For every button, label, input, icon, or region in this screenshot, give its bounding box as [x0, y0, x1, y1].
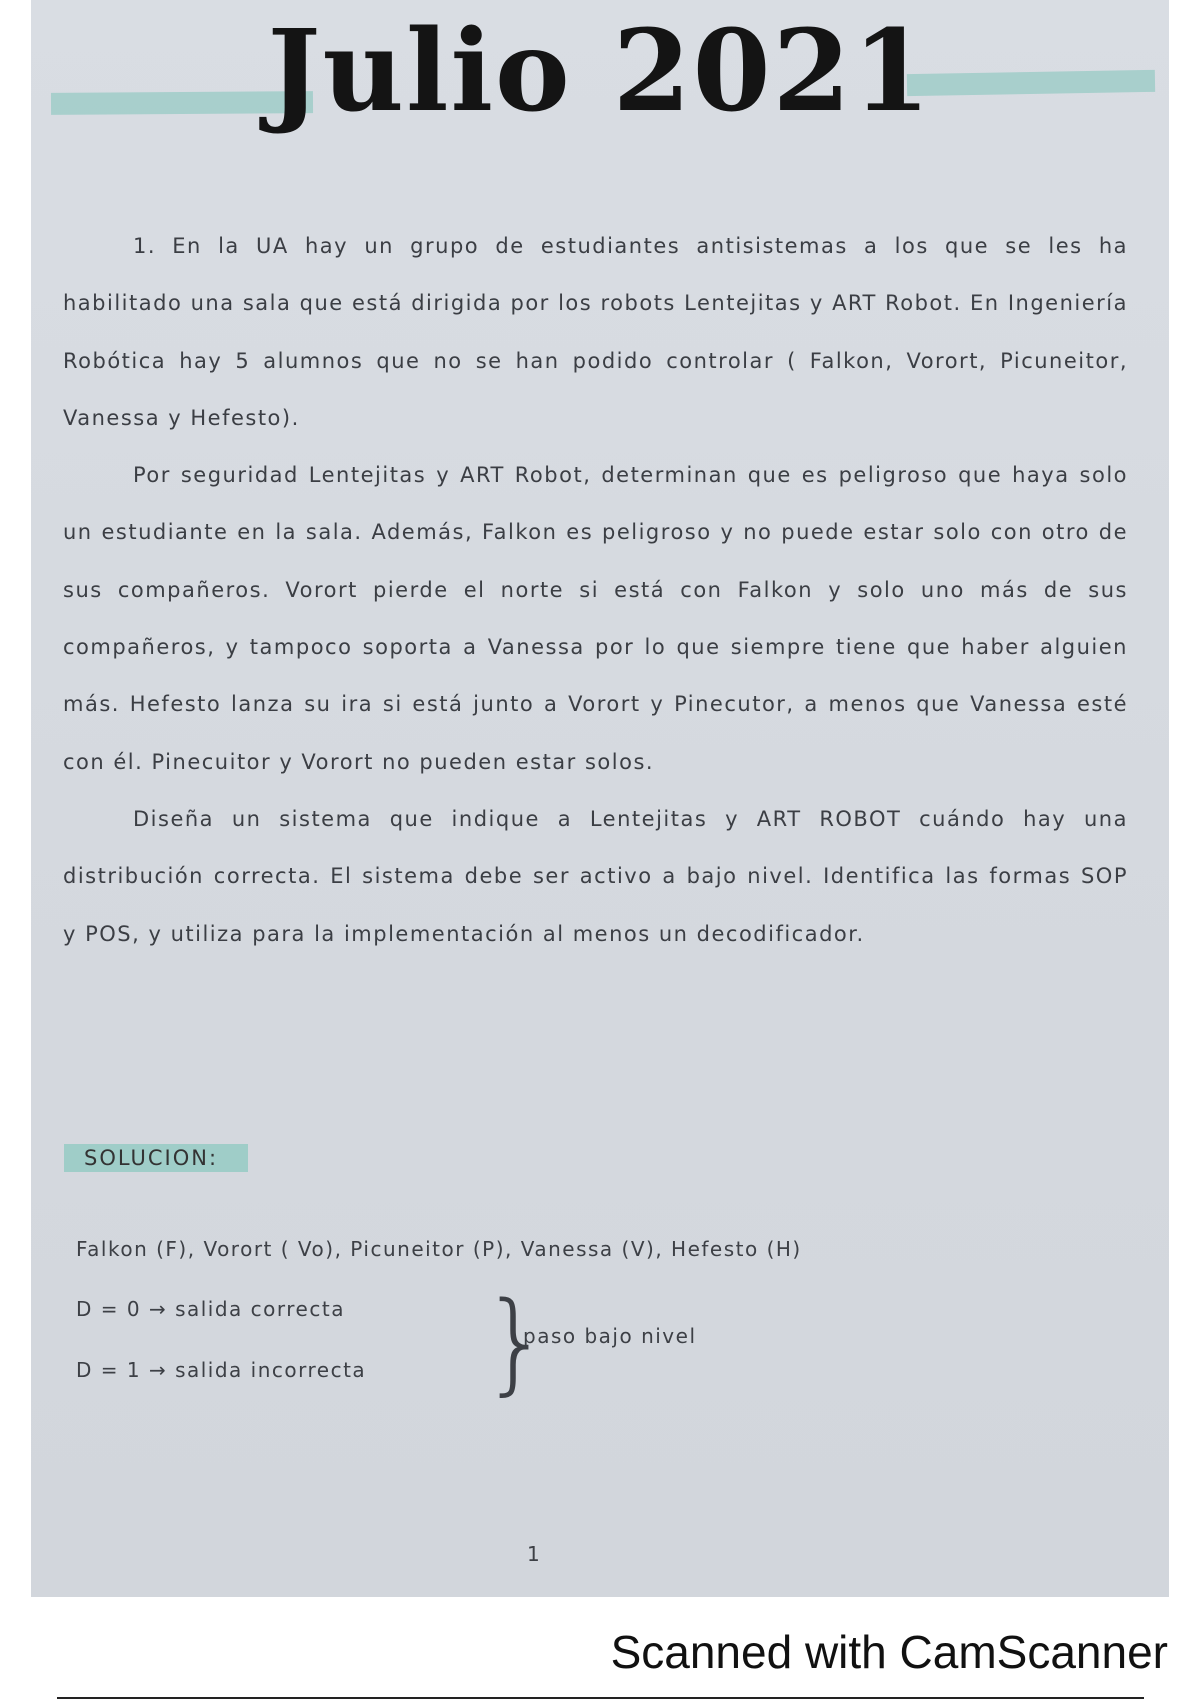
scanned-page: [31, 0, 1169, 1597]
problem-paragraph-3: Diseña un sistema que indique a Lentejitas y ART ROBOT cuándo hay una distribución correcta. El sistema debe ser activo a bajo nivel. Identifica las formas SOP y POS, y utiliza para la implementación al menos un decodificador.: [63, 806, 1128, 946]
brace-note: paso bajo nivel: [523, 1324, 697, 1348]
output-d0: D = 0 → salida correcta: [76, 1297, 345, 1321]
solution-variables: Falkon (F), Vorort ( Vo), Picuneitor (P), Vanessa (V), Hefesto (H): [76, 1237, 802, 1261]
page-number: 1: [527, 1542, 540, 1566]
problem-statement: [63, 218, 1128, 963]
page-title: Julio 2021: [267, 6, 933, 137]
solution-label: SOLUCION:: [64, 1144, 248, 1172]
curly-brace-icon: }: [481, 1278, 551, 1406]
watermark-divider: [57, 1697, 1144, 1699]
problem-paragraph-2: Por seguridad Lentejitas y ART Robot, determinan que es peligroso que haya solo un estudiante en la sala. Además, Falkon es peligroso y no puede estar solo con otro de sus compañeros. Vorort pierde el norte si está con Falkon y solo uno más de sus compañeros, y tampoco soporta a Vanessa por lo que siempre tiene que haber alguien más. Hefesto lanza su ira si está junto a Vorort y Pinecutor, a menos que Vanessa esté con él. Pinecuitor y Vorort no pueden estar solos.: [63, 463, 1128, 774]
problem-paragraph-1: 1. En la UA hay un grupo de estudiantes antisistemas a los que se les ha habilitado una sala que está dirigida por los robots Lentejitas y ART Robot. En Ingeniería Robótica hay 5 alumnos que no se han podido controlar ( Falkon, Vorort, Picuneitor, Vanessa y Hefesto).: [63, 234, 1128, 430]
output-d1: D = 1 → salida incorrecta: [76, 1358, 367, 1382]
scanner-watermark: Scanned with CamScanner: [610, 1626, 1168, 1678]
